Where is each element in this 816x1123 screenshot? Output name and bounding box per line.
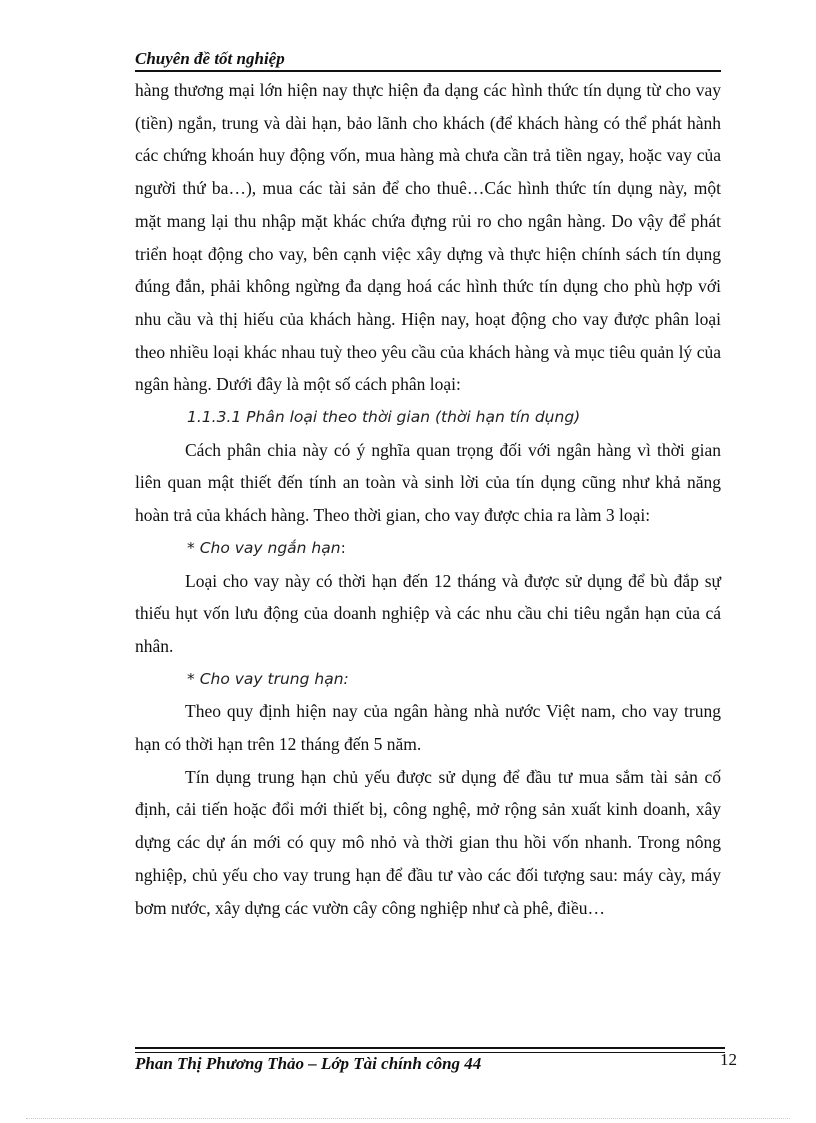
footer-divider-thick	[135, 1047, 725, 1049]
paragraph-medium-term-usage: Tín dụng trung hạn chủ yếu được sử dụng để đầu tư mua sắm tài sản cố định, cải tiến hoặc đổi mới thiết bị, công nghệ, mở rộng sản xuất kinh doanh, xây dựng các dự án mới có quy mô nhỏ và thời gian thu hồi vốn nhanh. Trong nông nghiệp, chủ yếu cho vay trung hạn để đầu tư vào các đối tượng sau: máy cày, máy bơm nước, xây dựng các vườn cây công nghiệp như cà phê, điều…	[135, 766, 721, 918]
bullet-short-term	[135, 532, 721, 565]
bullet-medium-term	[135, 663, 721, 696]
page-bottom-edge	[26, 1118, 790, 1119]
page-number: 12	[720, 1050, 737, 1069]
paragraph-short-term: Loại cho vay này có thời hạn đến 12 tháng và được sử dụng để bù đắp sự thiếu hụt vốn lưu động của doanh nghiệp và các nhu cầu chi tiêu ngắn hạn của cá nhân.	[135, 570, 721, 656]
page-header-title: Chuyên đề tốt nghiệp	[135, 49, 285, 68]
bullet-short-term-label: Cho vay ngắn hạn	[199, 538, 341, 557]
page-footer	[135, 1050, 737, 1076]
paragraph-intro: hàng thương mại lớn hiện nay thực hiện đa dạng các hình thức tín dụng từ cho vay (tiền) ngắn, trung và dài hạn, bảo lãnh cho khách (để khách hàng có thể phát hành các chứng khoán huy động vốn, mua hàng mà chưa cần trả tiền ngay, hoặc vay của người thứ ba…), mua các tài sản để cho thuê…Các hình thức tín dụng này, một mặt mang lại thu nhập mặt khác chứa đựng rủi ro cho ngân hàng. Do vậy để phát triển hoạt động cho vay, bên cạnh việc xây dựng và thực hiện chính sách tín dụng đúng đắn, phải không ngừng đa dạng hoá các hình thức tín dụng cho phù hợp với nhu cầu và thị hiếu của khách hàng. Hiện nay, hoạt động cho vay được phân loại theo nhiều loại khác nhau tuỳ theo yêu cầu của khách hàng và mục tiêu quản lý của ngân hàng. Dưới đây là một số cách phân loại:	[135, 80, 721, 395]
bullet-medium-term-label: Cho vay trung hạn:	[199, 669, 349, 688]
document-body	[135, 74, 721, 924]
header-divider	[135, 70, 721, 72]
paragraph-medium-term-rule: Theo quy định hiện nay của ngân hàng nhà nước Việt nam, cho vay trung hạn có thời hạn trên 12 tháng đến 5 năm.	[135, 701, 721, 755]
footer-divider-thin	[135, 1052, 725, 1053]
bullet-marker: *	[187, 538, 200, 557]
footer-author: Phan Thị Phương Thảo – Lớp Tài chính công 44	[135, 1054, 482, 1073]
bullet-short-term-suffix: :	[340, 538, 346, 557]
paragraph-time-classification: Cách phân chia này có ý nghĩa quan trọng đối với ngân hàng vì thời gian liên quan mật thiết đến tính an toàn và sinh lời của tín dụng cũng như khả năng hoàn trả của khách hàng. Theo thời gian, cho vay được chia ra làm 3 loại:	[135, 439, 721, 526]
bullet-marker: *	[187, 669, 200, 688]
section-heading: 1.1.3.1 Phân loại theo thời gian (thời hạn tín dụng)	[187, 408, 581, 427]
